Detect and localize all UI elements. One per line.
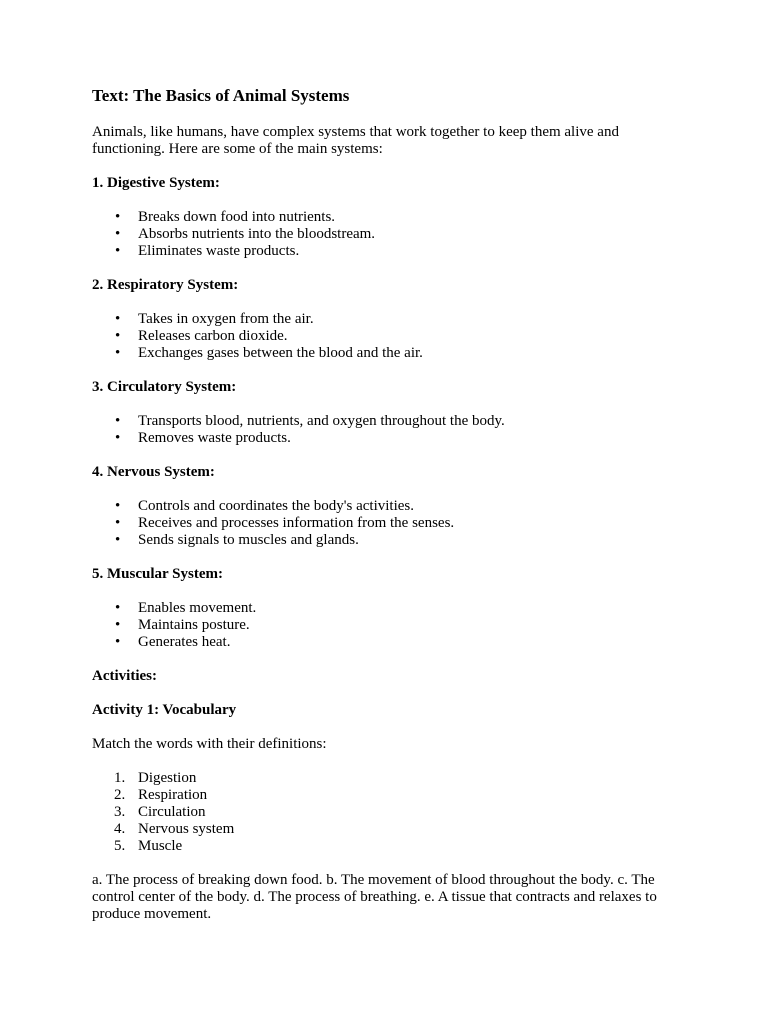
list-item: 5. Muscle <box>114 838 183 854</box>
muscular-list <box>92 600 676 651</box>
list-item: • Eliminates waste products. <box>115 243 300 259</box>
list-item: • Transports blood, nutrients, and oxygen throughout the body. <box>115 413 505 429</box>
section-heading-digestive: 1. Digestive System: <box>92 175 220 191</box>
list-item: 3. Circulation <box>114 804 206 820</box>
list-number: 5. <box>114 838 126 854</box>
list-item: • Releases carbon dioxide. <box>115 328 288 344</box>
list-item: • Receives and processes information from the senses. <box>115 515 455 531</box>
bullet-icon: • <box>115 243 121 259</box>
list-item: • Sends signals to muscles and glands. <box>115 532 359 548</box>
bullet-icon: • <box>115 209 121 225</box>
list-number: 3. <box>114 804 126 820</box>
digestive-list <box>92 209 676 260</box>
bullet-icon: • <box>115 430 121 446</box>
list-item: • Exchanges gases between the blood and the air. <box>115 345 423 361</box>
definitions-paragraph: a. The process of breaking down food. b. The movement of blood throughout the body. c. The control center of the body. d. The process of breathing. e. A tissue that contracts and relaxes to produce movement. <box>92 872 657 922</box>
document-title: Text: The Basics of Animal Systems <box>92 86 350 105</box>
list-item: • Enables movement. <box>115 600 257 616</box>
respiratory-list <box>92 311 676 362</box>
bullet-icon: • <box>115 634 121 650</box>
list-item: 4. Nervous system <box>114 821 235 837</box>
list-number: 2. <box>114 787 126 803</box>
bullet-icon: • <box>115 328 121 344</box>
activities-heading: Activities: <box>92 668 157 684</box>
list-number: 1. <box>114 770 126 786</box>
bullet-icon: • <box>115 617 121 633</box>
list-item: 1. Digestion <box>114 770 197 786</box>
list-number: 4. <box>114 821 126 837</box>
section-heading-nervous: 4. Nervous System: <box>92 464 215 480</box>
bullet-icon: • <box>115 345 121 361</box>
bullet-icon: • <box>115 226 121 242</box>
list-item: • Controls and coordinates the body's activities. <box>115 498 414 514</box>
bullet-icon: • <box>115 413 121 429</box>
bullet-icon: • <box>115 600 121 616</box>
vocab-list <box>92 770 676 855</box>
list-item: • Absorbs nutrients into the bloodstream. <box>115 226 376 242</box>
list-item: • Generates heat. <box>115 634 231 650</box>
list-item: • Takes in oxygen from the air. <box>115 311 314 327</box>
list-item: • Maintains posture. <box>115 617 250 633</box>
section-heading-muscular: 5. Muscular System: <box>92 566 223 582</box>
list-item: • Removes waste products. <box>115 430 291 446</box>
intro-paragraph: Animals, like humans, have complex systems that work together to keep them alive and functioning. Here are some of the main systems: <box>92 124 619 157</box>
list-item: 2. Respiration <box>114 787 208 803</box>
section-heading-respiratory: 2. Respiratory System: <box>92 277 239 293</box>
activity1-instruction: Match the words with their definitions: <box>92 736 327 752</box>
activity1-heading: Activity 1: Vocabulary <box>92 702 237 718</box>
bullet-icon: • <box>115 532 121 548</box>
bullet-icon: • <box>115 515 121 531</box>
bullet-icon: • <box>115 311 121 327</box>
section-heading-circulatory: 3. Circulatory System: <box>92 379 237 395</box>
nervous-list <box>92 498 676 549</box>
circulatory-list <box>92 413 676 447</box>
list-item: • Breaks down food into nutrients. <box>115 209 336 225</box>
bullet-icon: • <box>115 498 121 514</box>
